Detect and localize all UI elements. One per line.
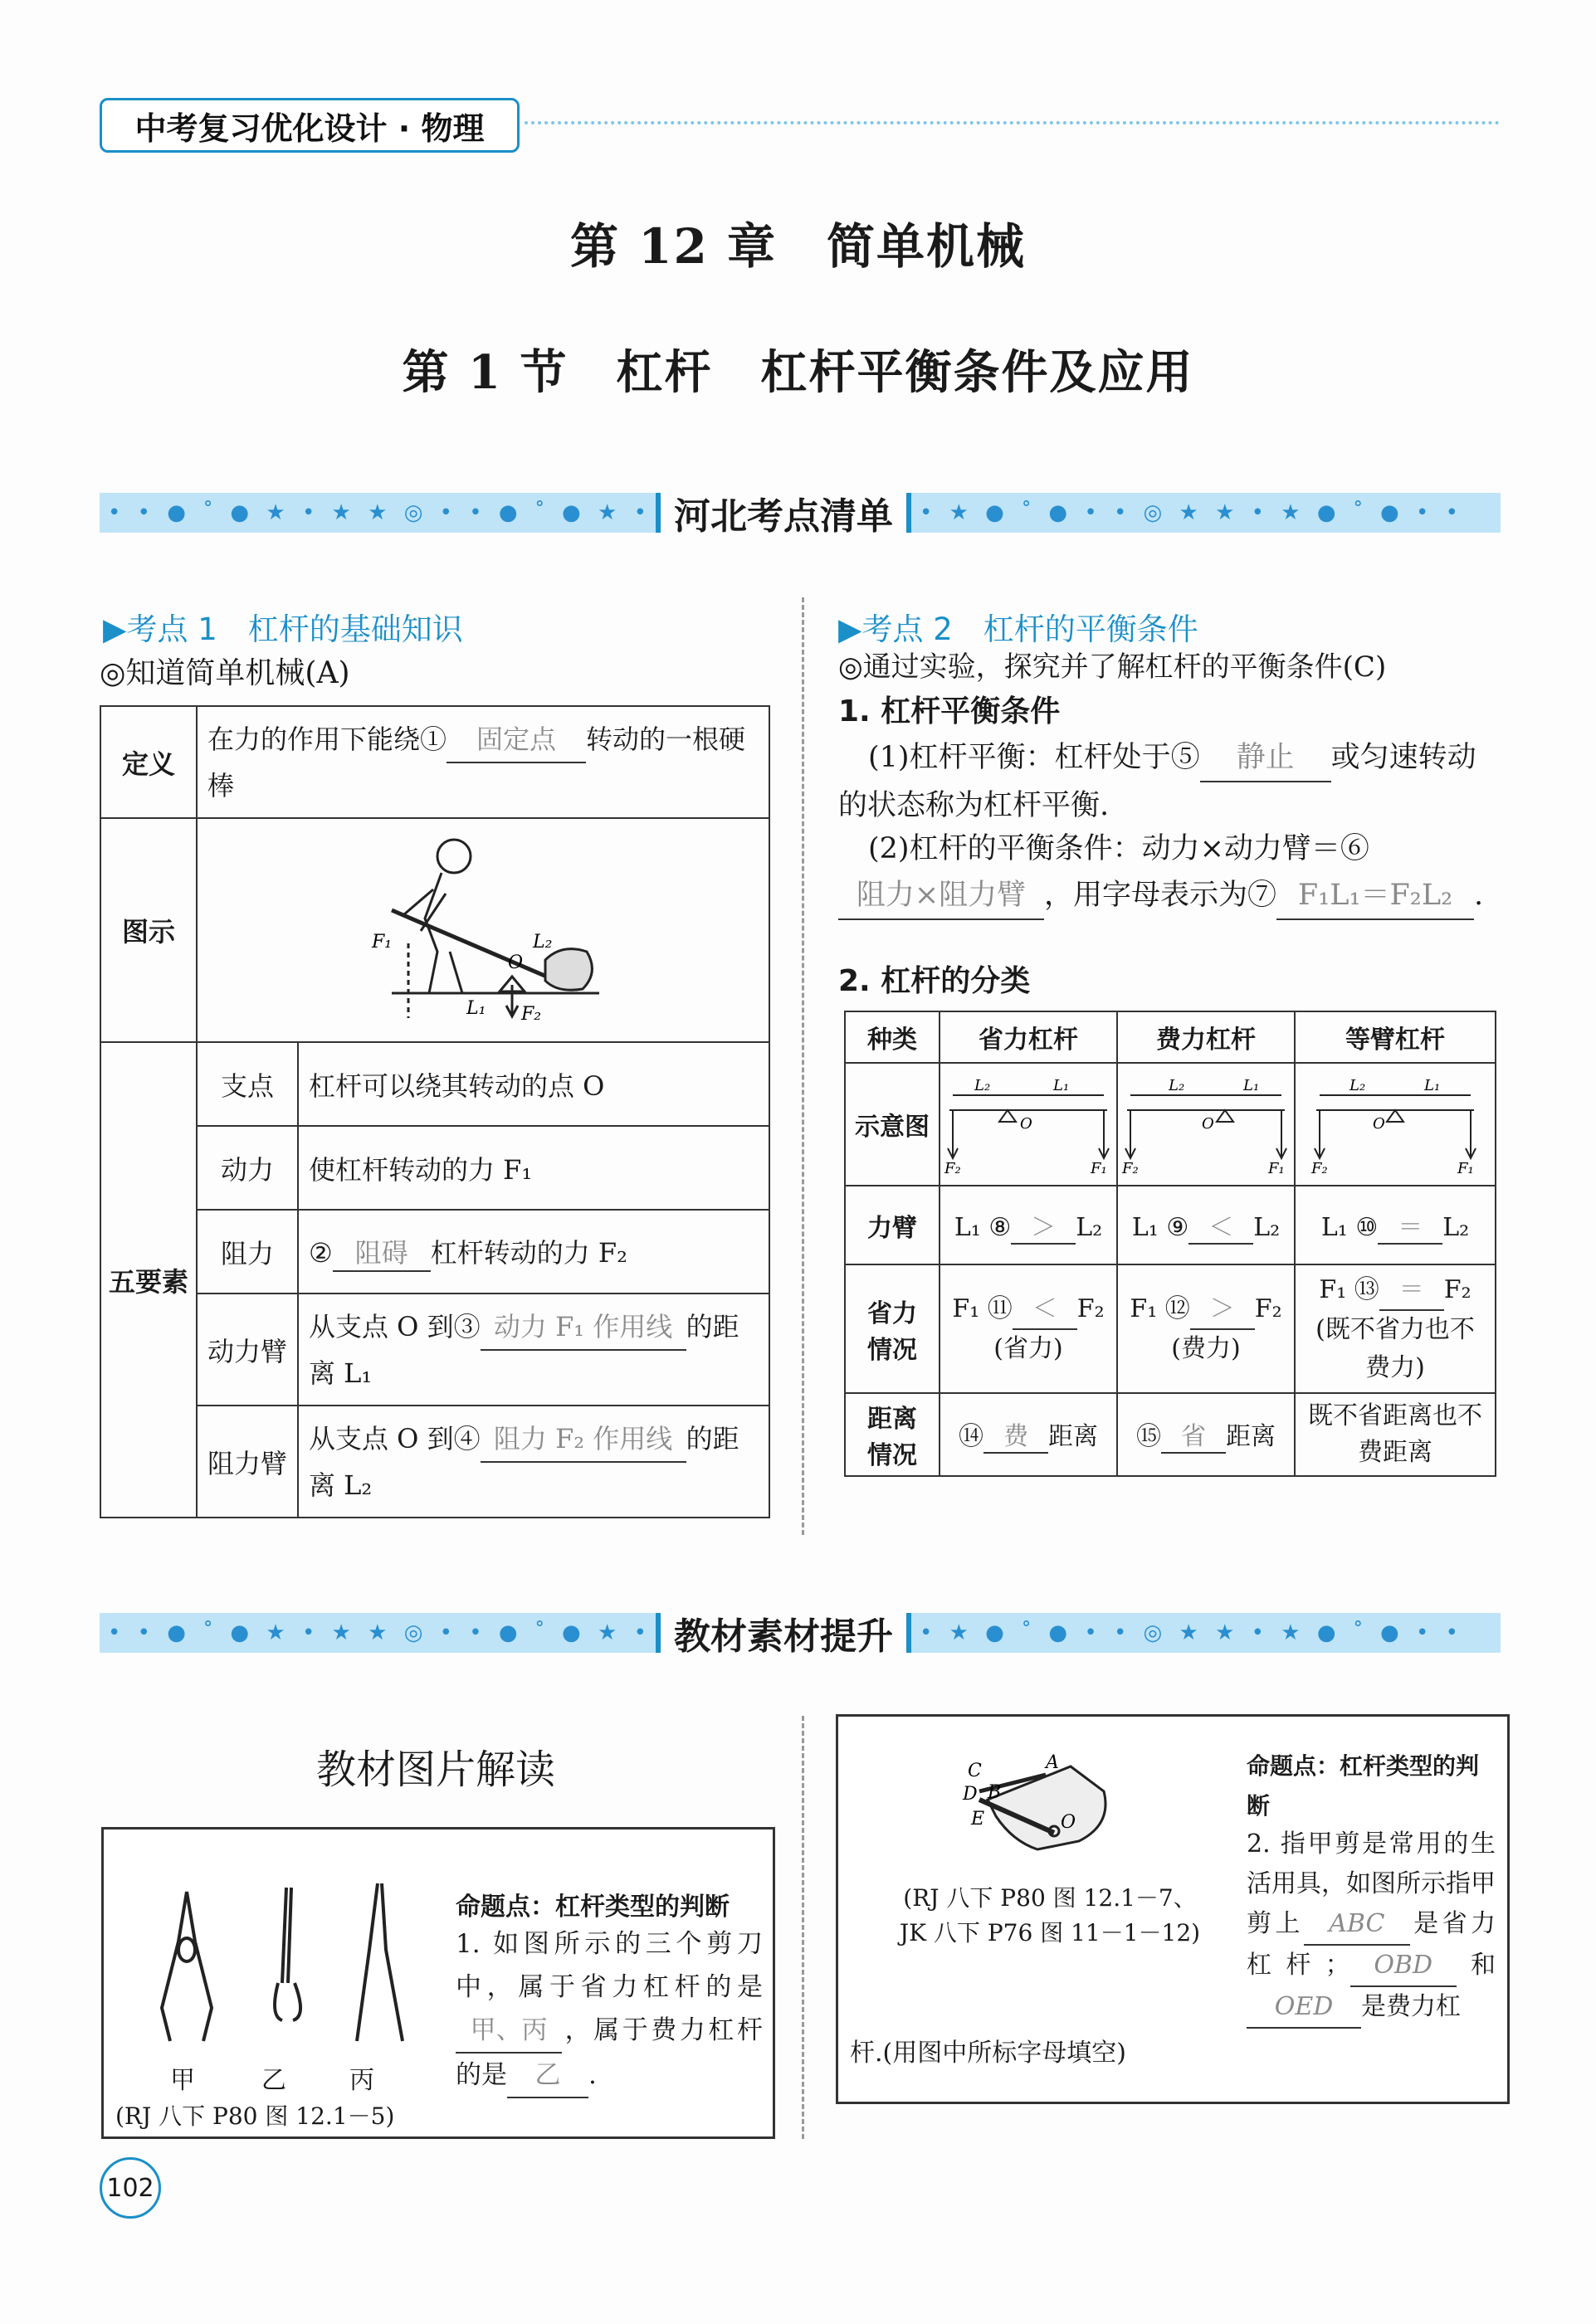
distance-cell	[1117, 1393, 1295, 1476]
question-2-box	[836, 1714, 1510, 2104]
letter-b: B	[988, 1782, 1002, 1803]
diagram-force-saving	[940, 1063, 1117, 1186]
letter-c: C	[968, 1761, 982, 1781]
text: .	[588, 2060, 597, 2090]
element-name: 动力臂	[197, 1294, 298, 1406]
col-header: 费力杠杆	[1117, 1011, 1295, 1063]
answer-5: 静止	[1200, 734, 1331, 782]
text: F₂	[1443, 1274, 1472, 1304]
row-label-diagram: 示意图	[845, 1063, 940, 1186]
diagram-force-costing	[1117, 1063, 1295, 1186]
label: L₁	[1424, 1077, 1441, 1094]
band-decoration-right: • ★ ● ˚ ● • • ◎ ★ ★ • ★ ● ˚ ● • •	[920, 500, 1463, 525]
lever-diagram-2	[1119, 1067, 1293, 1175]
kp2-subtitle-2: 2. 杠杆的分类	[838, 964, 1031, 998]
textbook-title: 教材图片解读	[315, 1747, 555, 1793]
caption-line: JK 八下 P76 图 11－1－12)	[899, 1919, 1201, 1946]
text: L₂	[1253, 1212, 1281, 1242]
text: 的距离 L₁	[309, 1310, 739, 1389]
kp2-para-2	[838, 826, 1502, 920]
text: ⑮	[1136, 1422, 1161, 1451]
topic-2: 命题点：杠杆类型的判断	[1247, 1752, 1480, 1820]
text: 是费力杠	[1361, 1992, 1461, 2021]
man-prying-rock-illustration	[359, 827, 608, 1026]
text: .	[1474, 879, 1484, 912]
answer-q2c: OED	[1247, 1987, 1361, 2029]
caption-line: (RJ 八下 P80 图 12.1－7、	[903, 1884, 1197, 1912]
letter-a: A	[1046, 1752, 1059, 1773]
answer-q1b: 乙	[507, 2054, 588, 2098]
arm-cell	[940, 1186, 1117, 1264]
element-desc: 杠杆可以绕其转动的点 O	[298, 1042, 769, 1126]
text: F₁ ⑫	[1130, 1294, 1190, 1323]
label: F₁	[1091, 1160, 1107, 1175]
lever-classification-table	[844, 1011, 1496, 1477]
note: (费力)	[1171, 1333, 1241, 1363]
text: L₁ ⑩	[1320, 1212, 1379, 1242]
text: L₁ ⑨	[1131, 1212, 1189, 1242]
distance-cell: 既不省距离也不费距离	[1295, 1393, 1496, 1476]
text: 和	[1456, 1951, 1496, 1980]
answer-15: 省	[1161, 1415, 1226, 1454]
header-dotted-rule	[525, 121, 1500, 124]
question-2-text-end: 杆.(用图中所标字母填空)	[850, 2039, 1126, 2068]
answer-10: ＝	[1378, 1206, 1442, 1245]
element-desc	[298, 1294, 769, 1406]
label-f2: F₂	[521, 1004, 542, 1025]
text: F₁ ⑪	[952, 1294, 1013, 1323]
text: 是省力杠杆；	[1247, 1909, 1496, 1980]
answer-12: ＞	[1190, 1290, 1255, 1330]
text: ②	[309, 1236, 333, 1269]
band-decoration-left: • • ● ˚ ● ★ • ★ ★ ◎ • • ● ˚ ● ★ •	[108, 1620, 652, 1645]
element-desc: 使杠杆转动的力 F₁	[298, 1126, 769, 1210]
section-title: 第 1 节 杠杆 杠杆平衡条件及应用	[402, 345, 1194, 400]
band-decoration-left: • • ● ˚ ● ★ • ★ ★ ◎ • • ● ˚ ● ★ •	[108, 500, 652, 525]
text: F₂	[1254, 1294, 1282, 1323]
band-title-1: 河北考点清单	[656, 493, 911, 533]
label: O	[1373, 1115, 1385, 1133]
figure-caption-1: (RJ 八下 P80 图 12.1－5)	[115, 2102, 395, 2130]
answer-3: 动力 F₁ 作用线	[481, 1304, 686, 1351]
scissors-jia-pivot	[178, 1938, 195, 1961]
kp2-requirement: ◎通过实验，探究并了解杠杆的平衡条件(C)	[838, 650, 1387, 684]
text: 从支点 O 到③	[309, 1310, 481, 1342]
label-l1: L₁	[466, 998, 486, 1019]
text: 或匀速转动的状态称为杠杆平衡.	[838, 741, 1476, 822]
text: F₂	[1076, 1294, 1105, 1323]
answer-q2b: OBD	[1350, 1946, 1457, 1987]
page-number: 102	[100, 2157, 161, 2219]
label: O	[1020, 1115, 1032, 1133]
section-band-1	[100, 493, 1501, 538]
rock	[545, 949, 592, 991]
text: 距离	[1048, 1422, 1098, 1451]
col-header: 种类	[845, 1011, 940, 1063]
book-title: 中考复习优化设计 · 物理	[100, 98, 520, 153]
fig-label: 图示	[100, 818, 197, 1042]
kp2-heading: ▶考点 2 杠杆的平衡条件	[838, 611, 1198, 647]
def-label: 定义	[100, 706, 197, 818]
label: L₂	[974, 1077, 991, 1094]
label: L₁	[1053, 1077, 1070, 1094]
lever-figure-cell	[197, 818, 769, 1042]
col-header: 省力杠杆	[940, 1011, 1117, 1063]
arm-cell	[1117, 1186, 1295, 1264]
text: ⑭	[959, 1422, 983, 1451]
element-name: 阻力臂	[197, 1406, 298, 1518]
text: 距离	[1226, 1422, 1276, 1451]
label-o: O	[508, 952, 524, 973]
hand	[988, 1766, 1105, 1849]
column-divider-2	[802, 1716, 804, 2139]
diagram-equal-arm	[1295, 1063, 1496, 1186]
kp1-heading: ▶考点 1 杠杆的基础知识	[103, 611, 463, 647]
answer-2: 阻碍	[333, 1232, 431, 1272]
answer-q2a: ABC	[1304, 1904, 1410, 1946]
answer-9: ＜	[1188, 1206, 1253, 1245]
label-f1: F₁	[372, 932, 393, 952]
force-cell	[1295, 1264, 1496, 1393]
question-1-text	[456, 1922, 763, 2098]
lever-basics-table	[100, 705, 770, 1518]
column-divider	[802, 597, 804, 1535]
element-desc	[298, 1406, 769, 1518]
label: O	[1202, 1115, 1214, 1133]
label-yi: 乙	[261, 2066, 286, 2095]
label-jia: 甲	[170, 2066, 195, 2095]
label: F₁	[1268, 1160, 1285, 1175]
text: 1. 如图所示的三个剪刀中，属于省力杠杆的是	[456, 1929, 763, 2002]
question-1-box	[101, 1827, 775, 2139]
scissors-yi	[275, 1888, 300, 2020]
answer-4: 阻力 F₂ 作用线	[481, 1416, 686, 1463]
arm-cell	[1295, 1186, 1496, 1264]
text: L₂	[1076, 1212, 1103, 1242]
topic-1: 命题点：杠杆类型的判断	[456, 1893, 730, 1922]
letter-o: O	[1061, 1812, 1076, 1833]
scissors-bing	[357, 1883, 403, 2041]
letter-d: D	[963, 1784, 978, 1805]
element-name: 支点	[197, 1042, 298, 1126]
text: 杠杆转动的力 F₂	[430, 1236, 627, 1269]
text: 的距离 L₂	[309, 1422, 739, 1501]
distance-cell	[940, 1393, 1117, 1476]
def-text-b: 转动的一根硬棒	[207, 723, 746, 801]
scissors-jia	[162, 1892, 212, 2041]
lever-diagram-3	[1308, 1067, 1482, 1175]
label: F₂	[1122, 1160, 1139, 1175]
force-cell	[1117, 1264, 1295, 1393]
kp2-subtitle-1: 1. 杠杆平衡条件	[838, 694, 1061, 728]
band-title-2: 教材素材提升	[656, 1613, 911, 1653]
letter-e: E	[971, 1809, 985, 1829]
section-band-2	[100, 1613, 1501, 1658]
chapter-title: 第 12 章 简单机械	[569, 218, 1027, 275]
answer-q1a: 甲、丙	[456, 2009, 562, 2054]
label: F₂	[1311, 1160, 1328, 1175]
force-cell	[940, 1264, 1117, 1393]
answer-14: 费	[983, 1415, 1048, 1454]
answer-6: 阻力×阻力臂	[838, 872, 1044, 920]
text: F₁ ⑬	[1319, 1274, 1379, 1304]
row-label-force: 省力情况	[845, 1264, 940, 1393]
label-bing: 丙	[349, 2066, 374, 2095]
row-label-distance: 距离情况	[845, 1393, 940, 1476]
label-l2: L₂	[533, 932, 553, 952]
label: F₂	[944, 1160, 961, 1175]
lever-diagram-1	[941, 1067, 1115, 1175]
answer-11: ＜	[1013, 1290, 1077, 1330]
col-header: 等臂杠杆	[1295, 1011, 1496, 1063]
def-text-a: 在力的作用下能绕①	[207, 723, 447, 755]
text: 2. 指甲剪是常用的生活用具，如图所示指甲剪上	[1247, 1829, 1496, 1938]
text: 从支点 O 到④	[309, 1422, 481, 1454]
answer-13: ＝	[1379, 1271, 1444, 1311]
answer-7: F₁L₁＝F₂L₂	[1276, 872, 1474, 920]
figure-caption-2	[863, 1881, 1237, 1951]
label: L₂	[1169, 1077, 1185, 1094]
three-scissors-illustration	[145, 1875, 419, 2074]
element-name: 动力	[197, 1126, 298, 1210]
element-desc	[298, 1210, 769, 1294]
text: ，用字母表示为⑦	[1044, 879, 1277, 912]
five-elements-label: 五要素	[100, 1042, 197, 1518]
label: L₁	[1243, 1077, 1260, 1094]
text: L₁ ⑧	[954, 1212, 1012, 1242]
nail-clipper-illustration	[938, 1742, 1129, 1866]
def-cell	[197, 706, 769, 818]
kp1-requirement: ◎知道简单机械(A)	[100, 656, 350, 690]
element-name: 阻力	[197, 1210, 298, 1294]
label: L₂	[1350, 1077, 1366, 1094]
answer-1: 固定点	[447, 717, 586, 763]
band-decoration-right: • ★ ● ˚ ● • • ◎ ★ ★ • ★ ● ˚ ● • •	[920, 1620, 1463, 1645]
man-head	[437, 840, 471, 873]
question-2-text	[1247, 1825, 1496, 2029]
note: (省力)	[993, 1333, 1063, 1363]
text: (1)杠杆平衡：杠杆处于⑤	[868, 741, 1200, 774]
answer-8: ＞	[1011, 1206, 1076, 1245]
text: (2)杠杆的平衡条件：动力×动力臂＝⑥	[868, 832, 1369, 865]
label: F₁	[1457, 1160, 1474, 1175]
text: ，属于费力杠杆的是	[456, 2015, 763, 2090]
text: L₂	[1442, 1212, 1470, 1242]
kp2-para-1	[838, 734, 1502, 829]
note: (既不省力也不费力)	[1315, 1314, 1475, 1382]
row-label-arm: 力臂	[845, 1186, 940, 1264]
